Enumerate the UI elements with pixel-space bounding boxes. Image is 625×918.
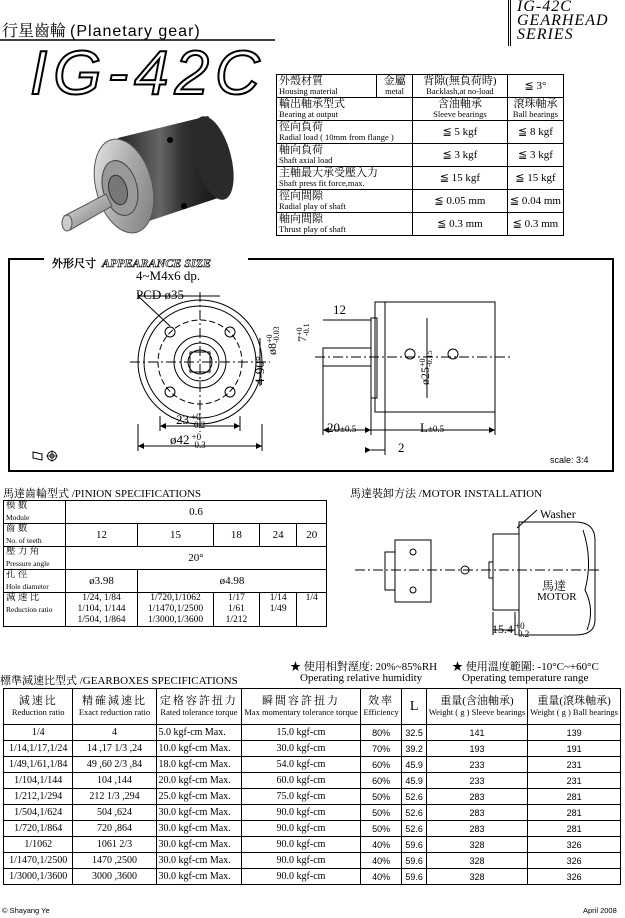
footer-date: April 2008 bbox=[583, 906, 617, 915]
pinion-label-en: Reduction ratio bbox=[6, 605, 53, 614]
diameter-42-label: ø42 +0 -0.3 bbox=[170, 432, 206, 451]
table-cell: 52.6 bbox=[402, 789, 426, 805]
table-cell: 30.0 kgf-cm Max. bbox=[156, 805, 242, 821]
table-cell: 32.5 bbox=[402, 725, 426, 741]
series-line-3: SERIES bbox=[517, 26, 574, 43]
ratio-cell: 1/4 bbox=[297, 593, 327, 627]
specs-table bbox=[276, 74, 564, 236]
table-cell: 328 bbox=[426, 853, 527, 869]
table-cell: 281 bbox=[528, 789, 621, 805]
table-cell: 283 bbox=[426, 821, 527, 837]
angle-label-rot: 4-90° bbox=[252, 355, 267, 385]
table-cell: 193 bbox=[426, 741, 527, 757]
table-row bbox=[4, 773, 621, 789]
pinion-label-en: Hole diameter bbox=[6, 582, 49, 591]
table-cell: 40% bbox=[360, 869, 402, 885]
table-cell: 30.0 kgf-cm Max. bbox=[156, 869, 242, 885]
table-cell: 60% bbox=[360, 773, 402, 789]
table-cell: 70% bbox=[360, 741, 402, 757]
teeth-value: 24 bbox=[259, 524, 297, 547]
spec-row bbox=[277, 190, 564, 213]
table-cell: 60.0 kgf-cm bbox=[242, 773, 361, 789]
appearance-label-en: APPEARANCE SIZE bbox=[102, 256, 212, 270]
table-cell: 1061 2/3 bbox=[73, 837, 156, 853]
spec-value: ≦ 0.04 mm bbox=[507, 190, 563, 213]
gearbox-header: 精確減速比 Exact reduction ratio bbox=[73, 689, 156, 725]
gearbox-header: 重量(滾珠軸承) Weight ( g ) Ball bearings bbox=[528, 689, 621, 725]
ratio-cell: 1/24, 1/84 1/104, 1/144 1/504, 1/864 bbox=[66, 593, 138, 627]
spec-row bbox=[277, 75, 564, 98]
spec-value: 金屬 bbox=[383, 75, 406, 87]
spec-label: 徑向間隙 bbox=[279, 190, 323, 202]
spec-label: 徑向負荷 bbox=[279, 121, 323, 133]
pinion-heading: 馬達齒輪型式 /PINION SPECIFICATIONS bbox=[3, 488, 202, 500]
spec-label-en: Thrust play of shaft bbox=[279, 224, 346, 234]
diameter-8-label: ø8+0 -0.03 bbox=[265, 326, 282, 355]
title-zh: 行星齒輪 bbox=[2, 23, 67, 40]
spec-label-en: Radial load ( 10mm from flange ) bbox=[279, 132, 394, 142]
table-cell: 45.9 bbox=[402, 773, 426, 789]
spec-value: ≦ 3 kgf bbox=[412, 144, 507, 167]
spec-value: ≦ 5 kgf bbox=[412, 121, 507, 144]
hole-value: ø3.98 bbox=[66, 570, 138, 593]
table-cell: 1470 ,2500 bbox=[73, 853, 156, 869]
table-cell: 281 bbox=[528, 805, 621, 821]
drawing-frame bbox=[8, 258, 614, 472]
pressure-angle-value: 20° bbox=[66, 547, 327, 570]
length-L-label: L±0.5 bbox=[420, 420, 445, 435]
table-cell: 326 bbox=[528, 869, 621, 885]
table-cell: 3000 ,3600 bbox=[73, 869, 156, 885]
humidity-zh: ★ 使用相對溼度: 20%~85%RH bbox=[290, 661, 438, 673]
table-cell: 52.6 bbox=[402, 805, 426, 821]
spec-label-en: Shaft axial load bbox=[279, 155, 333, 165]
table-cell: 1/504,1/624 bbox=[4, 805, 73, 821]
screw-label: 4~M4x6 dp. bbox=[136, 268, 201, 283]
table-cell: 504 ,624 bbox=[73, 805, 156, 821]
spec-label-en: Bearing at output bbox=[279, 109, 339, 119]
ratio-cell: 1/14 1/49 bbox=[259, 593, 297, 627]
scale-label: scale: 3:4 bbox=[550, 455, 589, 465]
gearbox-table bbox=[3, 688, 621, 885]
table-cell: 231 bbox=[528, 773, 621, 789]
spec-value: 含油軸承 bbox=[437, 98, 482, 110]
table-cell: 49 ,60 2/3 ,84 bbox=[73, 757, 156, 773]
table-row bbox=[4, 741, 621, 757]
washer-label: Washer bbox=[540, 507, 576, 521]
table-row bbox=[4, 837, 621, 853]
ratio-cell: 1/720,1/1062 1/1470,1/2500 1/3000,1/3600 bbox=[138, 593, 214, 627]
table-cell: 1/104,1/144 bbox=[4, 773, 73, 789]
gearbox-header: L bbox=[402, 689, 426, 725]
series-box bbox=[508, 0, 625, 46]
table-row bbox=[4, 725, 621, 741]
table-cell: 75.0 kgf-cm bbox=[242, 789, 361, 805]
table-row bbox=[4, 821, 621, 837]
spec-label-en: Backlash,at no-load bbox=[426, 86, 494, 96]
table-cell: 90.0 kgf-cm bbox=[242, 837, 361, 853]
spec-value: ≦ 3 kgf bbox=[507, 144, 563, 167]
pinion-row-ratio bbox=[4, 593, 327, 627]
table-cell: 231 bbox=[528, 757, 621, 773]
spec-label-en: Radial play of shaft bbox=[279, 201, 346, 211]
table-cell: 25.0 kgf-cm Max. bbox=[156, 789, 242, 805]
gearbox-heading: 標準減速比型式 /GEARBOXES SPECIFICATIONS bbox=[0, 675, 238, 687]
spec-value: ≦ 15 kgf bbox=[507, 167, 563, 190]
table-cell: 281 bbox=[528, 821, 621, 837]
table-cell: 328 bbox=[426, 837, 527, 853]
spec-label-en: Shaft press fit force,max. bbox=[279, 178, 365, 188]
teeth-value: 12 bbox=[66, 524, 138, 547]
pinion-label: 模 數 bbox=[6, 501, 28, 511]
teeth-value: 20 bbox=[297, 524, 327, 547]
table-cell: 283 bbox=[426, 789, 527, 805]
table-cell: 1/1470,1/2500 bbox=[4, 853, 73, 869]
table-cell: 90.0 kgf-cm bbox=[242, 821, 361, 837]
table-cell: 80% bbox=[360, 725, 402, 741]
temperature-en: Operating temperature range bbox=[462, 672, 589, 684]
spec-label: 背隙(無負荷時) bbox=[423, 75, 497, 87]
table-cell: 141 bbox=[426, 725, 527, 741]
pinion-label-en: Module bbox=[6, 513, 30, 522]
table-row bbox=[4, 789, 621, 805]
table-cell: 40% bbox=[360, 837, 402, 853]
pinion-row-hole bbox=[4, 570, 327, 593]
gearbox-header-row bbox=[4, 689, 621, 725]
teeth-value: 18 bbox=[214, 524, 260, 547]
pinion-row-teeth bbox=[4, 524, 327, 547]
model-name: IG-42C bbox=[30, 39, 266, 108]
table-cell: 18.0 kgf-cm Max. bbox=[156, 757, 242, 773]
table-cell: 30.0 kgf-cm Max. bbox=[156, 853, 242, 869]
gearbox-body bbox=[4, 725, 621, 885]
table-cell: 328 bbox=[426, 869, 527, 885]
pinion-label: 齒 數 bbox=[6, 524, 28, 534]
series-line-2: GEARHEAD bbox=[517, 12, 609, 29]
table-cell: 59.6 bbox=[402, 837, 426, 853]
table-cell: 1/1062 bbox=[4, 837, 73, 853]
table-cell: 233 bbox=[426, 757, 527, 773]
hole-value: ø4.98 bbox=[138, 570, 327, 593]
length-20-label: 20±0.5 bbox=[327, 420, 357, 435]
appearance-label-zh: 外形尺寸 bbox=[52, 258, 96, 270]
table-cell: 212 1/3 ,294 bbox=[73, 789, 156, 805]
table-cell: 1/4 bbox=[4, 725, 73, 741]
table-cell: 59.6 bbox=[402, 853, 426, 869]
table-cell: 54.0 kgf-cm bbox=[242, 757, 361, 773]
table-cell: 50% bbox=[360, 821, 402, 837]
pinion-table bbox=[3, 500, 327, 627]
table-row bbox=[4, 869, 621, 885]
gearbox-photo bbox=[58, 108, 236, 248]
motor-install-drawing bbox=[355, 500, 615, 650]
length-2-label: 2 bbox=[398, 440, 405, 455]
spec-row bbox=[277, 121, 564, 144]
table-cell: 720 ,864 bbox=[73, 821, 156, 837]
spec-value: ≦ 0.05 mm bbox=[412, 190, 507, 213]
table-cell: 45.9 bbox=[402, 757, 426, 773]
spec-row bbox=[277, 98, 564, 121]
spec-label-en: Housing material bbox=[279, 86, 338, 96]
table-row bbox=[4, 757, 621, 773]
gearbox-header: 定格容許扭力 Rated tolerance torque bbox=[156, 689, 242, 725]
pcd-label: PCD ø35 bbox=[136, 287, 185, 302]
table-cell: 60% bbox=[360, 757, 402, 773]
table-cell: 191 bbox=[528, 741, 621, 757]
pinion-label-en: Pressure angle bbox=[6, 559, 50, 568]
pinion-label: 壓 力 角 bbox=[6, 547, 40, 557]
pinion-label-en: No. of teeth bbox=[6, 536, 42, 545]
motor-install-heading: 馬達裝卸方法 /MOTOR INSTALLATION bbox=[350, 488, 543, 500]
spec-row bbox=[277, 144, 564, 167]
table-cell: 20.0 kgf-cm Max. bbox=[156, 773, 242, 789]
gearbox-header: 瞬間容許扭力 Max momentary tolerance torque bbox=[242, 689, 361, 725]
spec-value: 滾珠軸承 bbox=[513, 98, 558, 110]
table-cell: 326 bbox=[528, 853, 621, 869]
gearbox-header: 重量(含油軸承) Weight ( g ) Sleeve bearings bbox=[426, 689, 527, 725]
table-cell: 30.0 kgf-cm Max. bbox=[156, 837, 242, 853]
table-cell: 283 bbox=[426, 805, 527, 821]
temperature-zh: ★ 使用溫度範圍: -10°C~+60°C bbox=[452, 661, 599, 673]
table-cell: 1/720,1/864 bbox=[4, 821, 73, 837]
ratio-cell: 1/17 1/61 1/212 bbox=[214, 593, 260, 627]
motor-label-zh: 馬達 bbox=[542, 579, 567, 593]
table-cell: 10.0 kgf-cm Max. bbox=[156, 741, 242, 757]
table-cell: 1/212,1/294 bbox=[4, 789, 73, 805]
spec-value: ≦ 8 kgf bbox=[507, 121, 563, 144]
table-cell: 90.0 kgf-cm bbox=[242, 853, 361, 869]
table-cell: 40% bbox=[360, 853, 402, 869]
table-cell: 14 ,17 1/3 ,24 bbox=[73, 741, 156, 757]
module-value: 0.6 bbox=[66, 501, 327, 524]
pinion-row-angle bbox=[4, 547, 327, 570]
width-23-label: 23 +0 -0.2 bbox=[176, 412, 206, 431]
gearbox-header: 減速比 Reduction ratio bbox=[4, 689, 73, 725]
gearbox-header: 效率 Efficiency bbox=[360, 689, 402, 725]
table-cell: 233 bbox=[426, 773, 527, 789]
table-cell: 30.0 kgf-cm Max. bbox=[156, 821, 242, 837]
spec-value: ≦ 3° bbox=[507, 75, 563, 98]
table-cell: 104 ,144 bbox=[73, 773, 156, 789]
spec-value: ≦ 0.3 mm bbox=[412, 213, 507, 236]
diameter-25-label: ø25+0 -0.15 bbox=[418, 350, 435, 385]
spec-label: 外殼材質 bbox=[279, 75, 323, 87]
spec-row bbox=[277, 167, 564, 190]
table-cell: 4 bbox=[73, 725, 156, 741]
length-12-label: 12 bbox=[333, 302, 346, 317]
spec-row bbox=[277, 213, 564, 236]
spec-value-en: Ball bearings bbox=[512, 109, 558, 119]
footer-author: © Shayang Ye bbox=[2, 906, 50, 915]
spec-label: 主軸最大承受壓入力 bbox=[279, 167, 378, 179]
spec-value: ≦ 0.3 mm bbox=[507, 213, 563, 236]
table-cell: 1/49,1/61,1/84 bbox=[4, 757, 73, 773]
table-cell: 326 bbox=[528, 837, 621, 853]
table-cell: 15.0 kgf-cm bbox=[242, 725, 361, 741]
table-cell: 50% bbox=[360, 805, 402, 821]
pinion-row-module bbox=[4, 501, 327, 524]
teeth-value: 15 bbox=[138, 524, 214, 547]
projection-symbol-icon bbox=[32, 450, 62, 462]
spec-value-en: metal bbox=[385, 86, 405, 96]
pinion-label: 減 速 比 bbox=[6, 593, 40, 603]
humidity-en: Operating relative humidity bbox=[300, 672, 423, 684]
table-cell: 39.2 bbox=[402, 741, 426, 757]
table-cell: 52.6 bbox=[402, 821, 426, 837]
title-en: (Planetary gear) bbox=[70, 23, 201, 40]
spec-value-en: Sleeve bearings bbox=[433, 109, 487, 119]
table-cell: 139 bbox=[528, 725, 621, 741]
table-row bbox=[4, 805, 621, 821]
spec-label: 輸出軸承型式 bbox=[279, 98, 345, 110]
table-cell: 1/3000,1/3600 bbox=[4, 869, 73, 885]
table-cell: 59.6 bbox=[402, 869, 426, 885]
table-cell: 50% bbox=[360, 789, 402, 805]
motor-label-en: MOTOR bbox=[537, 591, 577, 603]
table-cell: 90.0 kgf-cm bbox=[242, 805, 361, 821]
table-cell: 30.0 kgf-cm bbox=[242, 741, 361, 757]
motor-dim-label: 15.4 +0 -0.2 bbox=[492, 621, 530, 640]
spec-value: ≦ 15 kgf bbox=[412, 167, 507, 190]
table-cell: 1/14,1/17,1/24 bbox=[4, 741, 73, 757]
spec-label: 軸向負荷 bbox=[279, 144, 323, 156]
pinion-label: 孔 徑 bbox=[6, 570, 28, 580]
dim-7-label: 7+0 -0.1 bbox=[295, 323, 312, 342]
table-cell: 5.0 kgf-cm Max. bbox=[156, 725, 242, 741]
series-line-1: IG-42C bbox=[517, 0, 572, 15]
table-row bbox=[4, 853, 621, 869]
spec-label: 軸向間隙 bbox=[279, 213, 323, 225]
table-cell: 90.0 kgf-cm bbox=[242, 869, 361, 885]
